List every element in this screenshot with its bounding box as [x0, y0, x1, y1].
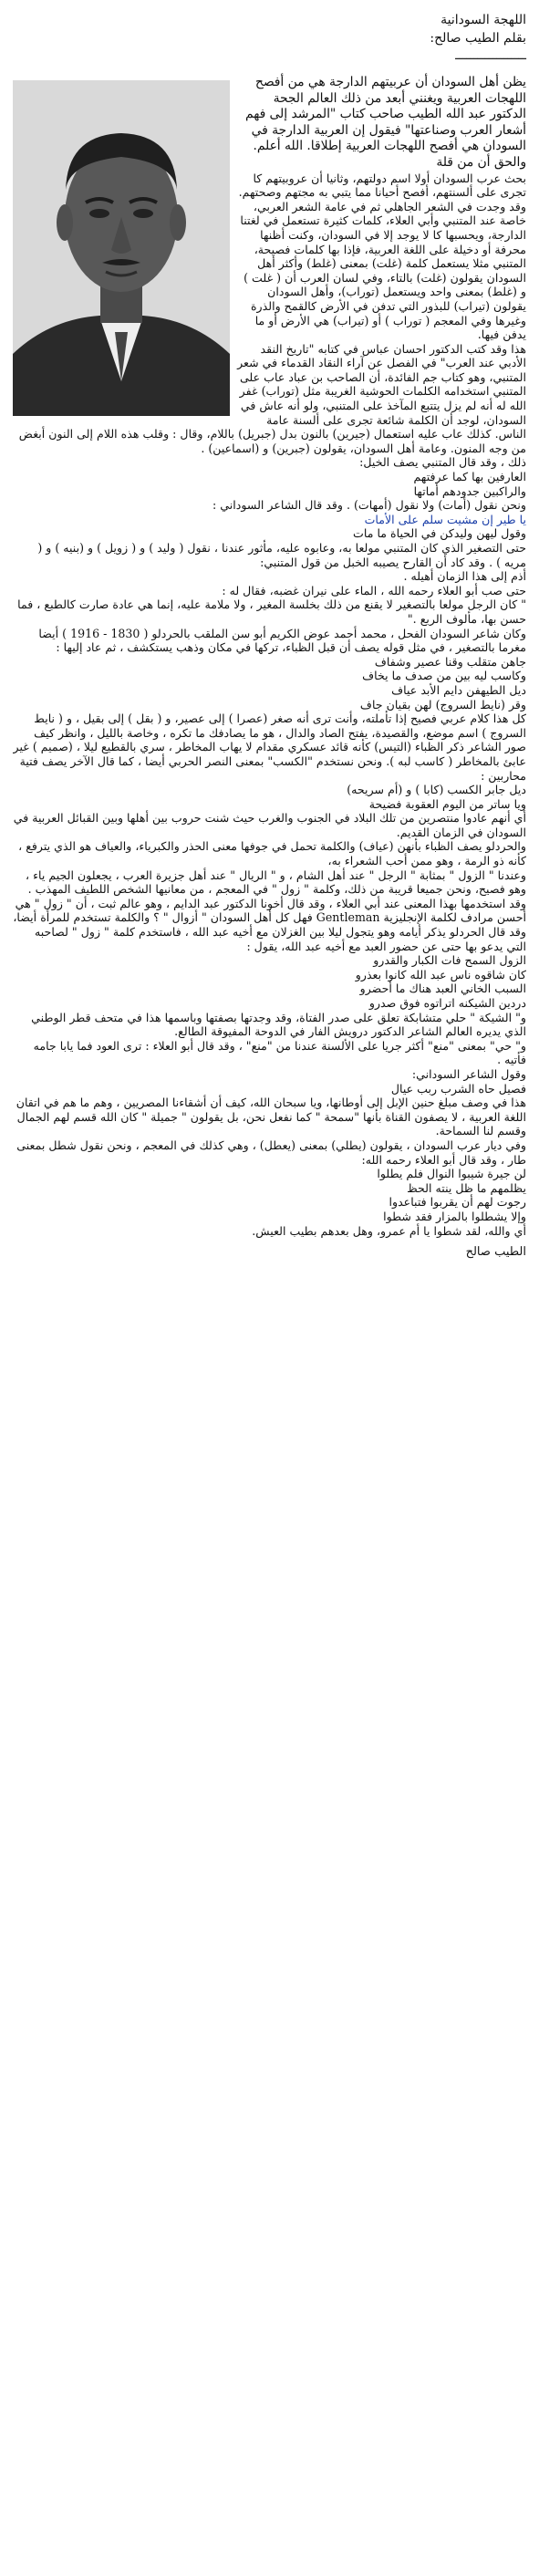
paragraph: بحث عرب السودان أولا اسم دولتهم، وثانيا أن عروبيتهم كا تجرى على ألسنتهم، أفصح أحيانا مما يتبي به مجتهم وصحتهم. — [238, 171, 526, 200]
poem-line: ديل الطيهفن دايم الأبد عياف — [391, 682, 526, 697]
author-signature: الطيب صالح — [465, 1245, 526, 1260]
poem-line: وكاسب ليه بين من صدف ما يخاف — [362, 669, 526, 683]
poem-line: وقر (نايط السروج) لهن بقيان جاف — [359, 697, 526, 712]
paragraph: ذلك ، وقد قال المتنبي يصف الخيل: — [359, 455, 526, 470]
poem-line: كان شاقوه ناس عبد الله كانوا بعذرو — [355, 967, 526, 982]
poem-line: ديل جابر الكسب (كابا ) و (أم سريحه) — [347, 783, 526, 797]
paragraph: والحردلو يصف الظباء بأنهن (عياف) والكلمة تحمل في جوفها معنى الحذر والكبرياء، والعياف هو الذي يترفع ، كأنه ذو الرمة ، وهو ممن أحب الشعراء به، — [18, 839, 526, 868]
poem-line: العارفين بها كما عرفتهم — [413, 470, 526, 484]
paragraph: وقد وجدت في الشعر الجاهلي ثم في عامة الشعر العربي، خاصة عند المتنبي وأبي العلاء، كلمات كثيرة تستعمل في لغتنا الدارجة، ويحسبها كا لا يوجد إلا في السودان، وكنت أظنها محرفة أو دخيلة على اللغة العربية، فإذا بها كلمات فصيحة، المتنبي مثلا يستعمل كلمة (غلت) بمعنى (غلط) وأكثر أهل السودان يقولون (غلت) بالتاء، وفي لسان العرب أن ( غلت ) و (غلط) بمعنى واحد ويستعمل (توراب)، وأهل السودان يقولون (تيراب) للبذور التي تدفن في الأرض كالقمح والذرة وغيرها وفي المعجم ( توراب ) أو (تيراب) هي الأرض أو ما يدفن فيها. — [240, 199, 526, 342]
paragraph: وفي ديار عرب السودان ، يقولون (يطلي) بمعنى (يعطل) ، وهي كذلك في المعجم ، ونحن نقول شطل بمعنى طار ، وقد قال أبو العلاء رحمه الله: — [16, 1137, 526, 1167]
quote-paragraph: " كان الرجل مولعا بالتصغير لا يقنع من ذلك بخلسة المغير ، ولا ملامة عليه، إنما هي عادة صارت كالطبع ، فما حسن بها، مألوف الربع ." — [17, 597, 526, 626]
paragraph: حتى التصغير الذي كان المتنبي مولعا به، وعابوه عليه، مأثور عندنا ، نقول ( وليد ) و ( زويل ) و (بنيه ) و ( مريه ) . وقد كاد أن القارح يصيبه الخبل من قول المتنبي: — [37, 541, 526, 569]
paragraph: أي والله، لقد شطوا يا أم عمرو، وهل بعدهم بطيب العيش. — [252, 1223, 526, 1238]
poem-line: فصيل حاه الشرب ربب عيال — [390, 1081, 526, 1096]
paragraph: و" حي" بمعنى "منع" أكثر جريا على الألسنة عندنا من "منع" ، وقد قال أبو العلاء : ترى العود فما يابا جامه فأتيه . — [33, 1038, 526, 1067]
paragraph: وعندنا " الزول " بمثابة " الرجل " عند أهل الشام ، و " الريال " عند أهل جزيرة العرب ، يجعلون الجيم ياء ، وهو فصيح، ونحن جميعا قريبة من ذلك، وكلمة " زول " في المعجم ، من معانيها الشخص اللطيف المهذب . وقد استخدمها بهذا المعنى عند أبي العلاء ، وقد قال أخونا الدكتور عبد الدايم ، وهو عالم ثبت ، أن " زول " هي أحسن مرادف لكلمة الإنجليزية Gentleman فهل كل أهل السودان " أزوال " ؟ والكلمة تستخدم للمرأة أيضا، وقد قال الحردلو يذكر أيامه وهو يتجول ليلا بين الغزلان مع أخيه عبد الله ، فاستخدم كلمة " زول " لصاحبه التي يدعو بها حتى عن حضور العبد مع أخيه عبد الله، يقول : — [13, 867, 526, 953]
paragraph: وكان شاعر السودان الفحل ، محمد أحمد عوض الكريم أبو سن الملقب بالحردلو ( 1830 - 1916 ) أيضا مغرما بالتصغير ، في مثل قوله يصف أن قبل الظباء، تركها في مكان وذهب يستكشف ، ثم عاد إليها : — [38, 626, 526, 655]
poem-line: ويا ساتر من اليوم العقوبة فضيحة — [368, 796, 526, 811]
poem-line: الزول السمح فات الكبار والقدرو — [373, 953, 526, 968]
poem-line: السبب الخاني العبد هناك ما أحضرو — [359, 982, 526, 996]
poem-line: أذم إلى هذا الزمان أهيله . — [403, 569, 526, 584]
paragraph: وقول الشاعر السوداني: — [411, 1066, 526, 1081]
article — [0, 0, 539, 1271]
poem-line: وإلا يشطلوا بالمزار فقد شطوا — [383, 1209, 526, 1223]
paragraph: أي أنهم عادوا منتصرين من تلك البلاد في الجنوب والغرب حيث شنت حروب بين أهلها وبين القبائل العربية في السودان في الزمان القديم. — [13, 811, 526, 839]
article-byline: بقلم الطيب صالح: — [430, 31, 526, 46]
paragraph: حتى صب أبو العلاء رحمه الله ، الماء على نيران غضبه، فقال له : — [222, 583, 526, 597]
author-portrait — [13, 80, 230, 416]
poem-line: رجوت لهم أن يقربوا فتباعدوا — [389, 1195, 526, 1210]
paragraph: هذا في وصف مبلغ حنين الإبل إلى أوطانها، ويا سبحان الله، كيف أن أشقاءنا المصريين ، وهم ما هم في اتقان اللغة العربية ، لا يصفون القناة بأنها "سمحة " كما نفعل نحن، بل يقولون " جميلة " كان الله قسم لهم الجمال وقسم لنا السماحة. — [16, 1096, 526, 1138]
poem-line: لن جيرة شيبوا النوال فلم يطلوا — [377, 1167, 526, 1181]
poem-line: جاهن متقلب وقنا عصير وشفاف — [374, 654, 526, 669]
paragraph: هذا وقد كتب الدكتور احسان عباس في كتابه "تاريخ النقد الأدبي عند العرب" في الفصل عن آراء النقاد القدماء في شعر المتنبي، وهو كتاب جم الفائدة، أن الصاحب بن عباد عاب على المتنبي استخدامه الكلمات الحوشية الغريبة مثل (توراب) غفر الله له أنه لم يزل يتتبع المآخذ على المتنبي، ولو أنه عاش في السودان، لوجد أن الكلمة شائعة تجرى على ألسنة عامة الناس. كذلك عاب عليه استعمال (جيرين) بالنون بدل (جبريل) باللام، وقال : وقلب هذه اللام إلى النون أبغض من وجه المنون. وعامة أهل السودان، يقولون (جبرين) و (اسماعين) . — [18, 341, 526, 455]
paragraph: ونحن نقول (أمات) ولا نقول (أمهات) . وقد قال الشاعر السوداني : — [212, 498, 526, 513]
poem-line-link[interactable]: يا طير إن مشيت سلم على الأمات — [364, 512, 526, 526]
paragraph: كل هذا كلام عربي فصيح إذا تأملته، وأنت ترى أنه صغر (عصرا ) إلى عصير، و ( بقل ) إلى بقيل ، و ( نايط السروج ) اسم موضع، والقصيدة، يفتح الصاد والدال ، هو ما يصادفك ما تكره ، وخاصة بالليل ، وانظر كيف صور الشاعر ذكر الظباء (التيس) كأنه قائد عسكري مقدام لا يهاب المخاطر ، سري بالقطيع ليلا ، (صميم ) غير عابئ بالمخاطر ( كاسب لبه ). ونحن نستخدم "الكسب" بمعنى النصر الحربي أيضا ، كما قال الآخر يصف فتية محاربين : — [13, 712, 526, 783]
article-title: اللهجة السودانية — [441, 13, 526, 27]
poem-line: والراكبين جدودهم أماتها — [413, 483, 526, 498]
header-rule: ـــــــــــــــــــ — [455, 48, 526, 63]
portrait-drawing — [13, 80, 230, 416]
poem-line: وقول ليهن وليدكن في الحياة ما مات — [353, 526, 526, 541]
poem-line: يظلمهم ما ظل ينته الحظ — [407, 1180, 526, 1195]
paragraph: و" الشيكة " حلي متشابكة تعلق على صدر الفتاة، وقد وجدتها بصفتها وباسمها هذا في متحف قطر الوطني الذي يديره العالم الشاعر الدكتور درويش الفار في الدوحة المفيوقة الطالع. — [31, 1010, 526, 1039]
intro-paragraph: يظن أهل السودان أن عربيتهم الدارجة هي من أفصح اللهجات العربية ويغنني أبعد من ذلك العالم الجحة الدكتور عبد الله الطيب صاحب كتاب "المرشد إلى فهم أشعار العرب وصناعتها" فيقول إن العربية الدارجة في السودان هي أفصح اللهجات العربية إطلاقا. الله أعلم. والحق أن من قلة — [245, 75, 526, 170]
poem-line: دردين الشيكنه اتراتوه فوق صدرو — [368, 996, 526, 1010]
